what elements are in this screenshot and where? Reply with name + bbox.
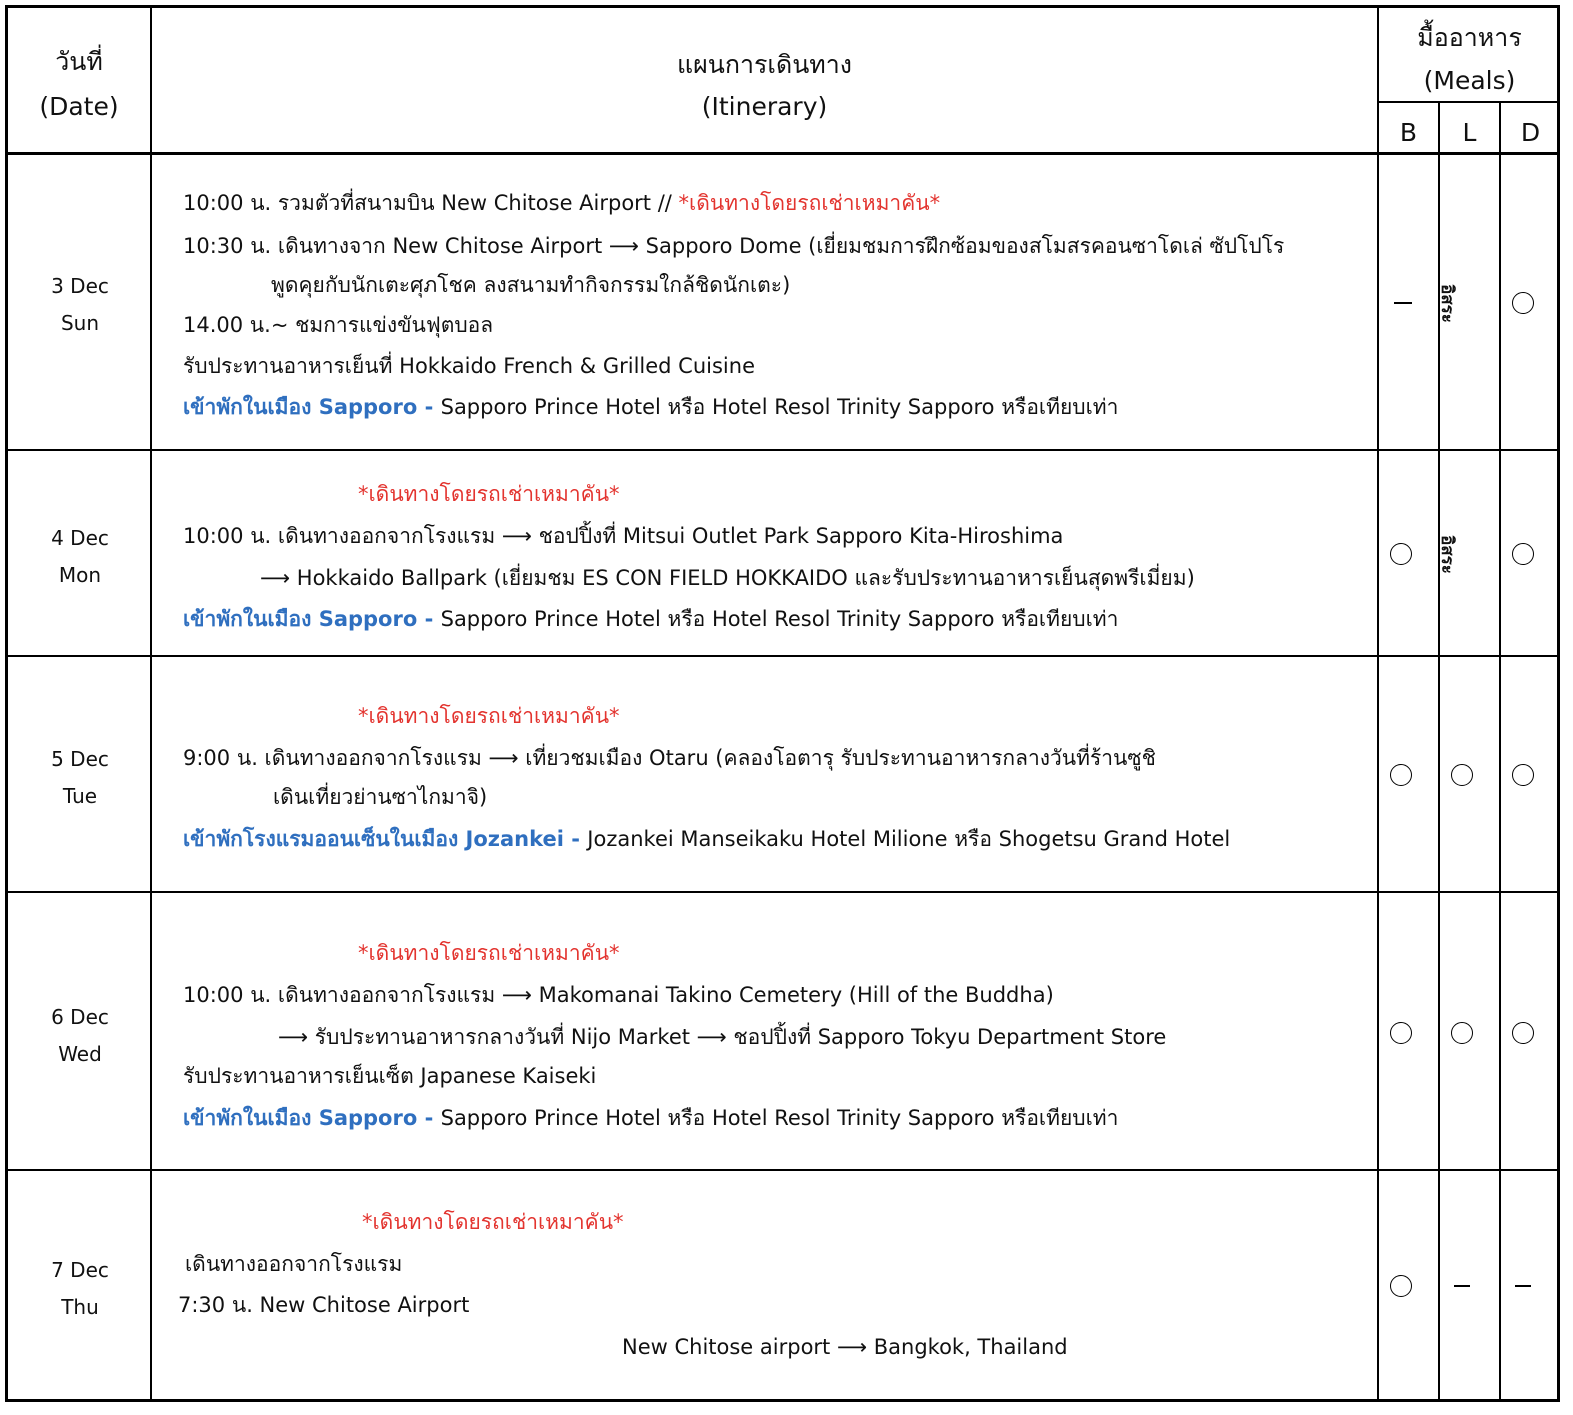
row1-line1: 10:00 น. รวมตัวที่สนามบิน New Chitose Airport // *เดินทางโดยรถเช่าเหมาคัน*: [183, 191, 941, 215]
row4-stay: เข้าพักในเมือง Sapporo - Sapporo Prince Hotel หรือ Hotel Resol Trinity Sapporo หรือเทียบเท่า: [183, 1106, 1119, 1130]
row1-stay: เข้าพักในเมือง Sapporo - Sapporo Prince Hotel หรือ Hotel Resol Trinity Sapporo หรือเทียบเท่า: [183, 395, 1119, 419]
row4-line3: รับประทานอาหารเย็นเซ็ต Japanese Kaiseki: [183, 1064, 597, 1088]
row4-lunch-included: [1451, 1022, 1473, 1044]
header-meal-b: B: [1399, 118, 1418, 147]
row3-line2: เดินเที่ยวย่านซาไกมาจิ): [273, 785, 488, 809]
col-divider-date: [150, 5, 152, 1402]
row4-dinner-included: [1512, 1022, 1534, 1044]
row-divider-2: [5, 655, 1560, 657]
row4-line1: 10:00 น. เดินทางออกจากโรงแรม ⟶ Makomanai Takino Cemetery (Hill of the Buddha): [183, 983, 1054, 1007]
row3-day: 5 Dec: [51, 747, 109, 771]
header-meals-th: มื้ออาหาร: [1417, 23, 1522, 52]
row1-line2: 10:30 น. เดินทางจาก New Chitose Airport ⟶ Sapporo Dome (เยี่ยมชมการฝึกซ้อมของสโมสรคอนซาโดเล่ ซัปโปโร: [183, 234, 1285, 258]
header-meals-en: (Meals): [1423, 66, 1516, 95]
row3-dinner-included: [1512, 764, 1534, 786]
row2-breakfast-included: [1390, 543, 1412, 565]
header-itinerary-th: แผนการเดินทาง: [676, 50, 853, 79]
row3-weekday: Tue: [62, 784, 98, 808]
row5-line2: 7:30 น. New Chitose Airport: [178, 1293, 470, 1317]
row4-transport-note: *เดินทางโดยรถเช่าเหมาคัน*: [358, 941, 620, 965]
row3-stay: เข้าพักโรงแรมออนเซ็นในเมือง Jozankei - Jozankei Manseikaku Hotel Milione หรือ Shogetsu Grand Hotel: [183, 827, 1231, 851]
row4-day: 6 Dec: [51, 1005, 109, 1029]
row5-weekday: Thu: [61, 1295, 99, 1319]
row5-line1: เดินทางออกจากโรงแรม: [185, 1252, 403, 1276]
row5-transport-note: *เดินทางโดยรถเช่าเหมาคัน*: [362, 1210, 624, 1234]
row1-weekday: Sun: [60, 311, 100, 335]
row5-lunch-none: [1454, 1285, 1470, 1287]
row5-dinner-none: [1515, 1285, 1531, 1287]
row1-breakfast-none: [1394, 302, 1412, 304]
row2-dinner-included: [1512, 543, 1534, 565]
row-divider-3: [5, 891, 1560, 893]
row2-day: 4 Dec: [51, 526, 109, 550]
row1-line4: 14.00 น.~ ชมการแข่งขันฟุตบอล: [183, 313, 494, 337]
row-divider-1: [5, 449, 1560, 451]
row2-line2: ⟶ Hokkaido Ballpark (เยี่ยมชม ES CON FIELD HOKKAIDO และรับประทานอาหารเย็นสุดพรีเมี่ยม): [260, 566, 1195, 590]
row5-breakfast-included: [1390, 1275, 1412, 1297]
header-date-th: วันที่: [55, 47, 103, 76]
row-divider-4: [5, 1169, 1560, 1171]
row3-lunch-included: [1451, 764, 1473, 786]
row2-lunch-free: อิสระ: [1436, 535, 1457, 574]
row5-day: 7 Dec: [51, 1258, 109, 1282]
row1-line3: พูดคุยกับนักเตะศุภโชค ลงสนามทำกิจกรรมใกล้ชิดนักเตะ): [271, 273, 791, 297]
row3-transport-note: *เดินทางโดยรถเช่าเหมาคัน*: [358, 704, 620, 728]
header-meal-d: D: [1520, 118, 1541, 147]
row2-transport-note: *เดินทางโดยรถเช่าเหมาคัน*: [358, 482, 620, 506]
row5-line3: New Chitose airport ⟶ Bangkok, Thailand: [622, 1335, 1068, 1359]
row1-dinner-included: [1512, 292, 1534, 314]
row1-lunch-free: อิสระ: [1436, 284, 1457, 323]
meals-subheader-line: [1377, 101, 1560, 103]
header-date-en: (Date): [39, 92, 119, 121]
row2-line1: 10:00 น. เดินทางออกจากโรงแรม ⟶ ชอปปิ้งที่ Mitsui Outlet Park Sapporo Kita-Hiroshima: [183, 524, 1064, 548]
col-divider-l: [1499, 102, 1501, 1402]
row4-weekday: Wed: [58, 1042, 102, 1066]
row2-stay: เข้าพักในเมือง Sapporo - Sapporo Prince Hotel หรือ Hotel Resol Trinity Sapporo หรือเทียบเท่า: [183, 607, 1119, 631]
row1-day: 3 Dec: [51, 274, 109, 298]
row4-line2: ⟶ รับประทานอาหารกลางวันที่ Nijo Market ⟶ ชอปปิ้งที่ Sapporo Tokyu Department Store: [278, 1025, 1167, 1049]
header-bottom-line: [5, 152, 1560, 155]
row1-line5: รับประทานอาหารเย็นที่ Hokkaido French & Grilled Cuisine: [183, 354, 755, 378]
row2-weekday: Mon: [58, 563, 102, 587]
row3-breakfast-included: [1390, 764, 1412, 786]
row3-line1: 9:00 น. เดินทางออกจากโรงแรม ⟶ เที่ยวชมเมือง Otaru (คลองโอตารุ รับประทานอาหารกลางวันที่ร้านซูชิ: [183, 746, 1156, 770]
row4-breakfast-included: [1390, 1022, 1412, 1044]
header-itinerary-en: (Itinerary): [701, 92, 828, 121]
col-divider-meals: [1377, 5, 1379, 1402]
header-meal-l: L: [1462, 118, 1477, 147]
